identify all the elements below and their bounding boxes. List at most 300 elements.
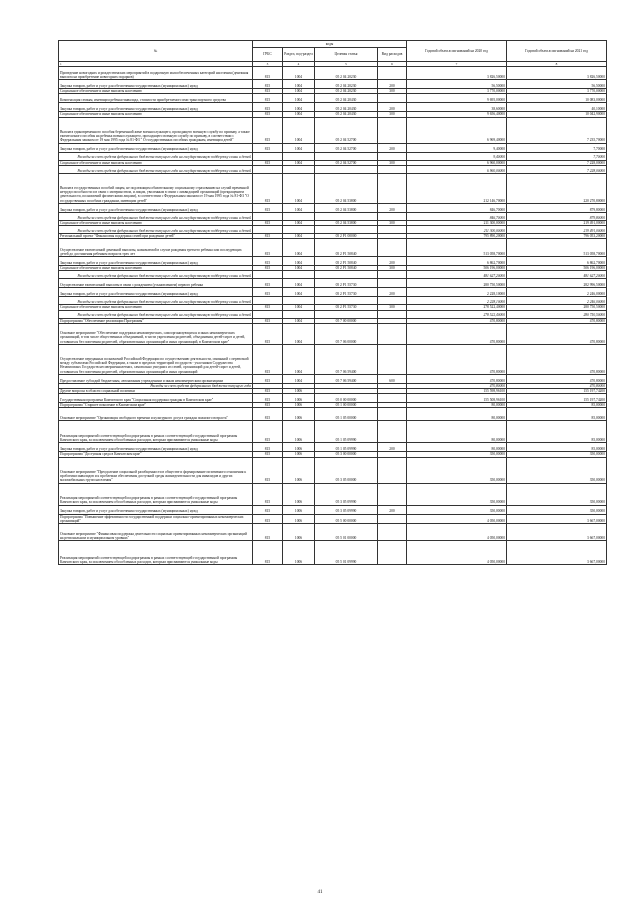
row-razdel: 1006 [283, 483, 315, 505]
row-2020: 506 196,00000 [407, 266, 507, 271]
row-2021: 85,00000 [507, 403, 607, 408]
row-razdel: 1004 [283, 323, 315, 344]
row-razdel: 1004 [283, 160, 315, 165]
row-2021: 2 246,00000 [507, 297, 607, 305]
row-name: Социальное обеспечение и иные выплаты населению [59, 112, 253, 117]
row-cs [315, 152, 378, 160]
row-razdel: 1004 [283, 103, 315, 112]
row-cs [315, 271, 378, 279]
row-cs: 05 7 00 00000 [315, 318, 378, 323]
row-cs: 05 2 04 20230 [315, 80, 378, 89]
row-grbs: 815 [253, 279, 283, 288]
row-2020: 6 960,00000 [407, 160, 507, 165]
row-2021: 282 996,50000 [507, 279, 607, 288]
column-number: 3 [253, 62, 283, 67]
row-2021: 470,80000 [507, 383, 607, 388]
row-vr: 200 [378, 288, 407, 297]
row-2021: 3 667,00000 [507, 514, 607, 523]
table-row-subnote [59, 297, 607, 305]
row-razdel [283, 152, 315, 160]
row-cs [315, 297, 378, 305]
row-vr: 200 [378, 505, 407, 514]
row-vr: 300 [378, 305, 407, 310]
row-razdel: 1004 [283, 220, 315, 225]
row-grbs: 815 [253, 541, 283, 565]
row-2020: 9,40000 [407, 152, 507, 160]
table-row [59, 344, 607, 374]
row-grbs: 815 [253, 505, 283, 514]
row-vr [378, 165, 407, 173]
table-row-subnote [59, 271, 607, 279]
row-vr [378, 297, 407, 305]
row-name: Расходы за счет средств федерального бюджета текущего года на государственную поддержку семьи и детей [59, 271, 253, 279]
row-name: Закупка товаров, работ и услуг для обеспечения государственных (муниципальных) нужд [59, 288, 253, 297]
row-grbs: 815 [253, 323, 283, 344]
row-razdel: 1004 [283, 89, 315, 94]
row-2020: 9 656,40000 [407, 112, 507, 117]
row-2020: 278 522,40000 [407, 310, 507, 318]
row-vr [378, 408, 407, 421]
row-2021: 513 058,70000 [507, 239, 607, 257]
row-vr [378, 212, 407, 220]
row-vr [378, 421, 407, 443]
row-grbs: 815 [253, 443, 283, 452]
row-grbs: 815 [253, 173, 283, 203]
row-cs: 05 2 P1 50840 [315, 239, 378, 257]
row-2021: 350,00000 [507, 452, 607, 457]
row-2021: 481 627,20000 [507, 271, 607, 279]
row-vr [378, 323, 407, 344]
row-cs: 05 7 06 00000 [315, 323, 378, 344]
table-row [59, 443, 607, 452]
row-2020: 795 890,20000 [407, 234, 507, 239]
row-razdel: 1004 [283, 173, 315, 203]
row-vr [378, 173, 407, 203]
row-vr [378, 239, 407, 257]
row-grbs [253, 152, 283, 160]
row-razdel [283, 271, 315, 279]
row-name: Основное мероприятие "Финансовая поддержка деятельности социально ориентированных некоммерческих организаций на региональном и муниципальном уровнях" [59, 524, 253, 541]
row-razdel: 1006 [283, 524, 315, 541]
column-number: 1 [59, 62, 253, 67]
row-name: Социальное обеспечение и иные выплаты населению [59, 266, 253, 271]
row-grbs: 815 [253, 203, 283, 212]
row-2021: 470,80000 [507, 318, 607, 323]
row-cs: 05 1 05 09990 [315, 421, 378, 443]
row-2020: 3 826,50000 [407, 67, 507, 80]
row-cs [315, 212, 378, 220]
row-2021: 85,00000 [507, 408, 607, 421]
row-grbs: 815 [253, 452, 283, 457]
table-row [59, 80, 607, 89]
row-cs: 05 2 04 20430 [315, 103, 378, 112]
row-razdel: 1004 [283, 239, 315, 257]
row-name: Социальное обеспечение и иные выплаты населению [59, 89, 253, 94]
row-grbs [253, 271, 283, 279]
row-grbs: 815 [253, 408, 283, 421]
row-cs [315, 165, 378, 173]
table-row [59, 279, 607, 288]
row-2021: 155 197,74200 [507, 389, 607, 394]
row-2021: 7 228,00000 [507, 160, 607, 165]
column-number: 4 [283, 62, 315, 67]
row-2021: 280 750,50000 [507, 310, 607, 318]
header-codes: коды [253, 41, 407, 48]
row-2020: 211 300,00000 [407, 220, 507, 225]
row-cs: 05 5 01 09990 [315, 541, 378, 565]
row-grbs: 815 [253, 514, 283, 523]
row-2020: 280 750,50000 [407, 279, 507, 288]
header-2021: Годовой объем ассигнований на 2021 год [507, 41, 607, 62]
header-2020: Годовой объем ассигнований на 2020 год [407, 41, 507, 62]
row-razdel: 1004 [283, 203, 315, 212]
row-2021: 7,70000 [507, 143, 607, 152]
row-name: Реализация мероприятий соответствующей подпрограммы в рамках соответствующей государственной программы Камчатского края, за исключением обособленных расходов, которым присваиваются уникальные коды [59, 483, 253, 505]
row-razdel [283, 212, 315, 220]
header-razdel: Раздел, под-раздел [283, 48, 315, 62]
row-razdel: 1006 [283, 389, 315, 394]
row-cs: 05 2 04 20430 [315, 112, 378, 117]
row-name: Закупка товаров, работ и услуг для обеспечения государственных (муниципальных) нужд [59, 143, 253, 152]
row-name: Подпрограмма "Доступная среда в Камчатском крае" [59, 452, 253, 457]
row-name: Социальное обеспечение и иные выплаты населению [59, 305, 253, 310]
row-razdel: 1004 [283, 288, 315, 297]
row-2021: 2 246,00000 [507, 288, 607, 297]
row-cs: 05 0 00 00000 [315, 394, 378, 403]
row-2020: 350,00000 [407, 505, 507, 514]
row-grbs [253, 212, 283, 220]
row-cs: 05 2 04 20230 [315, 67, 378, 80]
row-2021: 85,00000 [507, 421, 607, 443]
row-2020: 4 050,00000 [407, 524, 507, 541]
row-grbs: 815 [253, 483, 283, 505]
table-row-subnote [59, 212, 607, 220]
row-cs: 05 3 05 00000 [315, 457, 378, 483]
row-cs: 05 2 04 20230 [315, 89, 378, 94]
row-razdel [283, 310, 315, 318]
row-grbs: 815 [253, 94, 283, 103]
table-row [59, 143, 607, 152]
row-name: Выплата государственных пособий лицам, не подлежащим обязательному социальному страхованию на случай временной нетрудоспособности и в связи с материнством, и лицам, уволенным в связи с ликвидацией организаций (прекращением деятельности, полномочий физическими лицами), в соответствии с Федеральным законом от 19 мая 1995 года № 81-ФЗ "О государственных пособиях гражданам, имеющим детей" [59, 173, 253, 203]
row-vr: 200 [378, 80, 407, 89]
table-row [59, 374, 607, 383]
row-grbs: 815 [253, 305, 283, 310]
header-vr: Вид расходов [378, 48, 407, 62]
row-vr: 300 [378, 112, 407, 117]
row-2020: 470,80000 [407, 383, 507, 388]
row-cs: 05 2 04 20430 [315, 94, 378, 103]
row-2020: 9 695,00000 [407, 94, 507, 103]
row-name: Основное мероприятие "Обеспечение поддержки некоммерческих, самоорганизующихся и иных некоммерческих организаций, в том числе общественных объединений, в части укрепления родителей, объединения детей-сирот и детей, оставшихся без попечения родителей, образовательных организаций и иных организаций, в Камчатском крае" [59, 323, 253, 344]
row-vr [378, 226, 407, 234]
row-razdel [283, 165, 315, 173]
row-cs: 05 2 P1 50840 [315, 257, 378, 266]
row-grbs: 815 [253, 288, 283, 297]
row-2021: 3 667,00000 [507, 541, 607, 565]
table-row [59, 173, 607, 203]
row-cs [315, 226, 378, 234]
row-vr [378, 117, 407, 143]
row-2021: 40,10000 [507, 103, 607, 112]
row-razdel: 1004 [283, 374, 315, 383]
page-number: 41 [317, 890, 323, 895]
row-cs: 05 2 P1 00000 [315, 234, 378, 239]
row-razdel: 1006 [283, 408, 315, 421]
table-row [59, 239, 607, 257]
row-grbs: 815 [253, 266, 283, 271]
row-2021: 219 491,00000 [507, 220, 607, 225]
row-2021: 506 196,00000 [507, 266, 607, 271]
row-name: Расходы за счет средств федерального бюджета текущего года на государственную поддержку семьи и детей [59, 226, 253, 234]
table-row [59, 203, 607, 212]
column-number: 8 [507, 62, 607, 67]
row-grbs: 815 [253, 239, 283, 257]
table-row-subnote [59, 152, 607, 160]
row-vr [378, 394, 407, 403]
row-grbs: 815 [253, 257, 283, 266]
row-razdel: 1004 [283, 305, 315, 310]
row-cs: 05 5 01 00000 [315, 524, 378, 541]
row-2020: 4 050,00000 [407, 541, 507, 565]
row-name: Закупка товаров, работ и услуг для обеспечения государственных (муниципальных) нужд [59, 103, 253, 112]
row-name: Другие вопросы в области социальной политики [59, 389, 253, 394]
row-2020: 3 770,00000 [407, 89, 507, 94]
row-razdel: 1006 [283, 394, 315, 403]
row-grbs: 815 [253, 117, 283, 143]
row-name: Расходы за счет средств федерального бюджета текущего года на государственную поддержку семьи и детей [59, 310, 253, 318]
row-vr [378, 279, 407, 288]
row-razdel: 1004 [283, 67, 315, 80]
row-2021: 220 270,80000 [507, 173, 607, 203]
row-razdel: 1006 [283, 421, 315, 443]
row-vr: 300 [378, 266, 407, 271]
row-vr: 200 [378, 103, 407, 112]
row-grbs: 815 [253, 524, 283, 541]
row-cs: 05 1 05 09990 [315, 443, 378, 452]
row-razdel [283, 297, 315, 305]
row-cs: 05 2 04 52700 [315, 160, 378, 165]
row-cs: 05 3 05 09990 [315, 505, 378, 514]
row-vr: 300 [378, 220, 407, 225]
row-2021: 219 491,00000 [507, 226, 607, 234]
row-grbs: 815 [253, 234, 283, 239]
row-2021: 7 228,00000 [507, 165, 607, 173]
row-vr [378, 310, 407, 318]
row-grbs: 815 [253, 103, 283, 112]
row-name: Подпрограмма "Обеспечение реализации Программы" [59, 318, 253, 323]
row-name: Осуществление переданных полномочий Российской Федерации по осуществлению деятельности, связанной с перевозкой между субъектами Российской Федерации, а также в пределах территорий государств - участников Содружества Независимых Государств несовершеннолетних, самовольно ушедших из семей, организаций для детей-сирот и детей, оставшихся без попечения родителей, образовательных организаций и иных организаций [59, 344, 253, 374]
table-row [59, 67, 607, 80]
row-vr: 300 [378, 89, 407, 94]
row-2020: 470,80000 [407, 374, 507, 383]
row-2021: 3 770,00000 [507, 89, 607, 94]
row-razdel: 1006 [283, 514, 315, 523]
row-2021: 470,80000 [507, 323, 607, 344]
row-2020: 38,60000 [407, 103, 507, 112]
budget-table-page [58, 40, 606, 565]
row-2020: 278 522,40000 [407, 305, 507, 310]
row-cs: 05 2 04 52700 [315, 117, 378, 143]
row-name: Предоставление субсидий бюджетным, автономным учреждениям и иным некоммерческим организациям [59, 374, 253, 383]
row-razdel: 1006 [283, 403, 315, 408]
row-vr [378, 152, 407, 160]
row-razdel: 1004 [283, 80, 315, 89]
row-2021: 7,70000 [507, 152, 607, 160]
row-grbs: 815 [253, 112, 283, 117]
row-razdel: 1006 [283, 505, 315, 514]
row-2020: 211 300,00000 [407, 226, 507, 234]
row-2020: 80,00000 [407, 421, 507, 443]
row-vr [378, 483, 407, 505]
row-2020: 2 228,10000 [407, 297, 507, 305]
row-vr: 600 [378, 374, 407, 383]
row-razdel [283, 226, 315, 234]
row-name: Компенсация семьям, имеющим ребенка-инвалида, стоимости приобретаемого ими транспортного средства [59, 94, 253, 103]
row-vr [378, 457, 407, 483]
table-body [59, 67, 607, 565]
row-2021: 10 042,90000 [507, 112, 607, 117]
row-razdel: 1004 [283, 257, 315, 266]
table-row [59, 288, 607, 297]
row-name: Расходы за счет средств федерального бюджета текущего года на государственную поддержку семьи и детей [59, 297, 253, 305]
row-2021: 879,80000 [507, 203, 607, 212]
row-name: Проведение новогодних и рождественских мероприятий в подарочную малообеспеченных категорий населения (денежная выплата на приобретение новогодних подарков) [59, 67, 253, 80]
row-2020: 80,00000 [407, 443, 507, 452]
row-2020: 2 228,10000 [407, 288, 507, 297]
row-grbs: 815 [253, 421, 283, 443]
row-vr: 200 [378, 443, 407, 452]
row-vr [378, 67, 407, 80]
row-vr [378, 344, 407, 374]
row-name: Закупка товаров, работ и услуг для обеспечения государственных (муниципальных) нужд [59, 505, 253, 514]
row-2020: 513 058,70000 [407, 239, 507, 257]
row-2021: 7 235,70000 [507, 117, 607, 143]
row-cs: 05 2 04 52700 [315, 143, 378, 152]
row-name: Расходы за счет средств федерального бюджета текущего года на государственную поддержку семьи и детей [59, 212, 253, 220]
table-row [59, 457, 607, 483]
row-razdel: 1006 [283, 443, 315, 452]
row-razdel: 1004 [283, 94, 315, 103]
row-2021: 56,50000 [507, 80, 607, 89]
row-2020: 350,00000 [407, 483, 507, 505]
row-name: Закупка товаров, работ и услуг для обеспечения государственных (муниципальных) нужд [59, 443, 253, 452]
column-number: 6 [378, 62, 407, 67]
row-2021: 10 083,00000 [507, 94, 607, 103]
row-vr [378, 271, 407, 279]
row-razdel: 1004 [283, 344, 315, 374]
table-row [59, 524, 607, 541]
row-2020: 846,70000 [407, 212, 507, 220]
row-2020: 6 960,00000 [407, 165, 507, 173]
row-2021: 6 862,70000 [507, 257, 607, 266]
row-2021: 280 750,50000 [507, 305, 607, 310]
table-row [59, 505, 607, 514]
row-name: Основное мероприятие "Организация свободного времени и культурного досуга граждан пожилого возраста" [59, 408, 253, 421]
row-name: Закупка товаров, работ и услуг для обеспечения государственных (муниципальных) нужд [59, 203, 253, 212]
table-row [59, 117, 607, 143]
column-number: 5 [315, 62, 378, 67]
row-name: Осуществление ежемесячной выплаты в связи с рождением (усыновлением) первого ребенка [59, 279, 253, 288]
row-cs: 05 7 06 59400 [315, 344, 378, 374]
table-row [59, 323, 607, 344]
row-vr [378, 524, 407, 541]
row-name: Реализация мероприятий соответствующей подпрограммы в рамках соответствующей государственной программы Камчатского края, за исключением обособленных расходов, которым присваиваются уникальные коды [59, 541, 253, 565]
row-2020: 80,00000 [407, 408, 507, 421]
row-cs: 05 2 04 53800 [315, 203, 378, 212]
row-2020: 846,70000 [407, 203, 507, 212]
column-number: 7 [407, 62, 507, 67]
header-num: № [59, 41, 253, 62]
row-name: Подпрограмма "Старшее поколение в Камчатском крае" [59, 403, 253, 408]
row-grbs: 815 [253, 67, 283, 80]
row-razdel: 1004 [283, 318, 315, 323]
row-razdel: 1004 [283, 117, 315, 143]
row-2021: 796 053,20000 [507, 234, 607, 239]
row-grbs [253, 226, 283, 234]
row-name: Расходы за счет средств федерального бюджета текущего года [59, 383, 253, 388]
row-grbs: 815 [253, 457, 283, 483]
row-cs: 05 7 06 59400 [315, 374, 378, 383]
row-2020: 155 598,96100 [407, 389, 507, 394]
row-name: Расходы за счет средств федерального бюджета текущего года на государственную поддержку семьи и детей [59, 165, 253, 173]
row-grbs [253, 165, 283, 173]
row-cs: 05 1 00 00000 [315, 403, 378, 408]
table-row-subnote [59, 310, 607, 318]
row-vr [378, 94, 407, 103]
header-grbs: ГРБС [253, 48, 283, 62]
row-cs: 05 3 00 00000 [315, 452, 378, 457]
row-name: Основное мероприятие "Преодоление социальной разобщенности в обществе и формирование позитивного отношения к проблемам инвалидов и к проблемам обеспечения доступной среды жизнедеятельности для инвалидов и других маломобильных групп населения" [59, 457, 253, 483]
row-cs: 05 2 P1 55730 [315, 288, 378, 297]
table-row [59, 483, 607, 505]
row-name: Социальное обеспечение и иные выплаты населению [59, 160, 253, 165]
row-vr [378, 541, 407, 565]
row-name: Осуществление ежемесячной денежной выплаты, назначаемой в случае рождения третьего ребенка или последующих детей до достижения ребенком возраста трех лет [59, 239, 253, 257]
row-2021: 350,00000 [507, 457, 607, 483]
row-razdel: 1004 [283, 266, 315, 271]
row-cs [315, 310, 378, 318]
table-row [59, 257, 607, 266]
row-2020: 481 627,20000 [407, 271, 507, 279]
row-name: Выплата единовременного пособия беременной жене военнослужащего, проходящего военную службу по призыву, а также ежемесячного пособия на ребенка военнослужащего, проходящего военную службу по призыву, в соответствии с Федеральным законом от 19 мая 1995 года № 81-ФЗ " О государственных пособиях гражданам, имеющим детей" [59, 117, 253, 143]
row-cs: 05 3 05 09990 [315, 483, 378, 505]
row-2021: 470,80000 [507, 374, 607, 383]
row-name: Закупка товаров, работ и услуг для обеспечения государственных (муниципальных) нужд [59, 80, 253, 89]
row-2020: 4 050,00000 [407, 514, 507, 523]
row-2020: 350,00000 [407, 457, 507, 483]
row-2021: 85,00000 [507, 443, 607, 452]
row-2020: 470,80000 [407, 344, 507, 374]
row-grbs: 815 [253, 344, 283, 374]
row-grbs: 815 [253, 389, 283, 394]
table-row [59, 394, 607, 403]
row-2020: 6 862,70000 [407, 257, 507, 266]
row-2020: 6 969,40000 [407, 117, 507, 143]
row-cs: 05 1 05 00000 [315, 408, 378, 421]
row-name: Государственная программа Камчатского края "Социальная поддержка граждан в Камчатском крае" [59, 394, 253, 403]
row-2020: 56,50000 [407, 80, 507, 89]
row-grbs: 815 [253, 394, 283, 403]
row-cs: 05 2 P1 50840 [315, 266, 378, 271]
row-2020: 9,40000 [407, 143, 507, 152]
row-vr: 200 [378, 203, 407, 212]
row-grbs: 815 [253, 80, 283, 89]
row-grbs [253, 297, 283, 305]
row-2020: 470,80000 [407, 318, 507, 323]
row-2020: 350,00000 [407, 452, 507, 457]
row-cs: 05 2 04 53800 [315, 220, 378, 225]
row-cs: 05 2 P1 55730 [315, 305, 378, 310]
